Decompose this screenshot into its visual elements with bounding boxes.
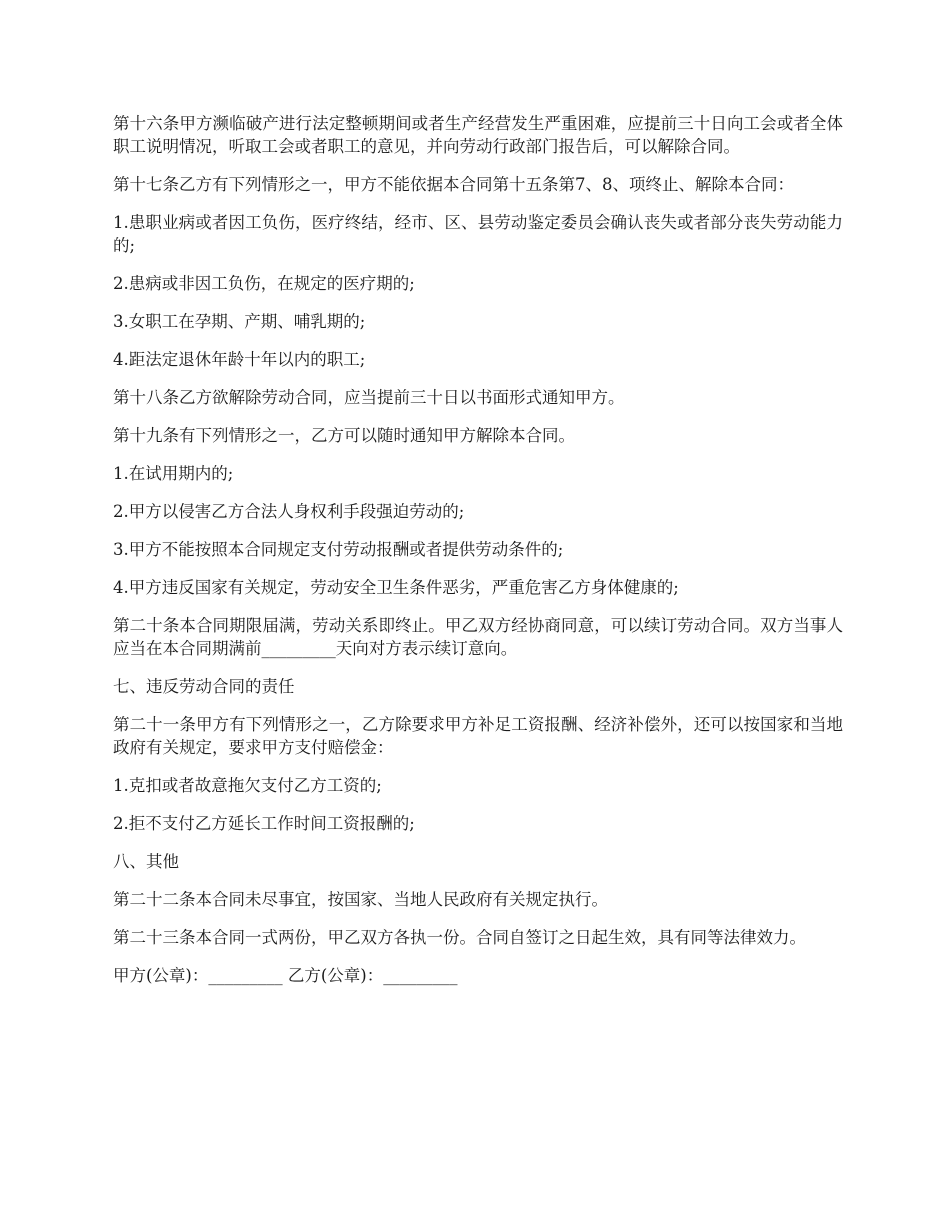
clause-19-item-4: 4.甲方违反国家有关规定，劳动安全卫生条件恶劣，严重危害乙方身体健康的; [113, 578, 679, 597]
clause-16: 第十六条甲方濒临破产进行法定整顿期间或者生产经营发生严重困难，应提前三十日向工会或者全体职工说明情况，听取工会或者职工的意见，并向劳动行政部门报告后，可以解除合同。 [113, 114, 843, 156]
clause-17: 第十七条乙方有下列情形之一，甲方不能依据本合同第十五条第7、8、项终止、解除本合同： [113, 175, 794, 194]
clause-17-item-4: 4.距法定退休年龄十年以内的职工; [113, 350, 366, 369]
clause-21: 第二十一条甲方有下列情形之一，乙方除要求甲方补足工资报酬、经济补偿外，还可以按国家和当地政府有关规定，要求甲方支付赔偿金： [113, 715, 843, 757]
section-heading-7: 七、违反劳动合同的责任 [113, 677, 295, 696]
clause-19-item-1: 1.在试用期内的; [113, 464, 234, 483]
clause-19-item-3: 3.甲方不能按照本合同规定支付劳动报酬或者提供劳动条件的; [113, 540, 564, 559]
signature-line: 甲方(公章)：_________ 乙方(公章)：_________ [113, 966, 458, 985]
clause-17-item-1: 1.患职业病或者因工负伤，医疗终结，经市、区、县劳动鉴定委员会确认丧失或者部分丧失劳动能力的; [113, 213, 843, 255]
section-heading-8: 八、其他 [113, 852, 179, 871]
clause-19: 第十九条有下列情形之一，乙方可以随时通知甲方解除本合同。 [113, 426, 575, 445]
clause-21-item-1: 1.克扣或者故意拖欠支付乙方工资的; [113, 776, 382, 795]
clause-20: 第二十条本合同期限届满，劳动关系即终止。甲乙双方经协商同意，可以续订劳动合同。双方当事人应当在本合同期满前_________天向对方表示续订意向。 [113, 616, 843, 658]
document-body [113, 112, 843, 1002]
clause-17-item-2: 2.患病或非因工负伤，在规定的医疗期的; [113, 274, 415, 293]
clause-23: 第二十三条本合同一式两份，甲乙双方各执一份。合同自签订之日起生效，具有同等法律效力。 [113, 928, 806, 947]
clause-18: 第十八条乙方欲解除劳动合同，应当提前三十日以书面形式通知甲方。 [113, 388, 625, 407]
clause-19-item-2: 2.甲方以侵害乙方合法人身权利手段强迫劳动的; [113, 502, 465, 521]
clause-22: 第二十二条本合同未尽事宜，按国家、当地人民政府有关规定执行。 [113, 890, 608, 909]
clause-17-item-3: 3.女职工在孕期、产期、哺乳期的; [113, 312, 366, 331]
clause-21-item-2: 2.拒不支付乙方延长工作时间工资报酬的; [113, 814, 415, 833]
